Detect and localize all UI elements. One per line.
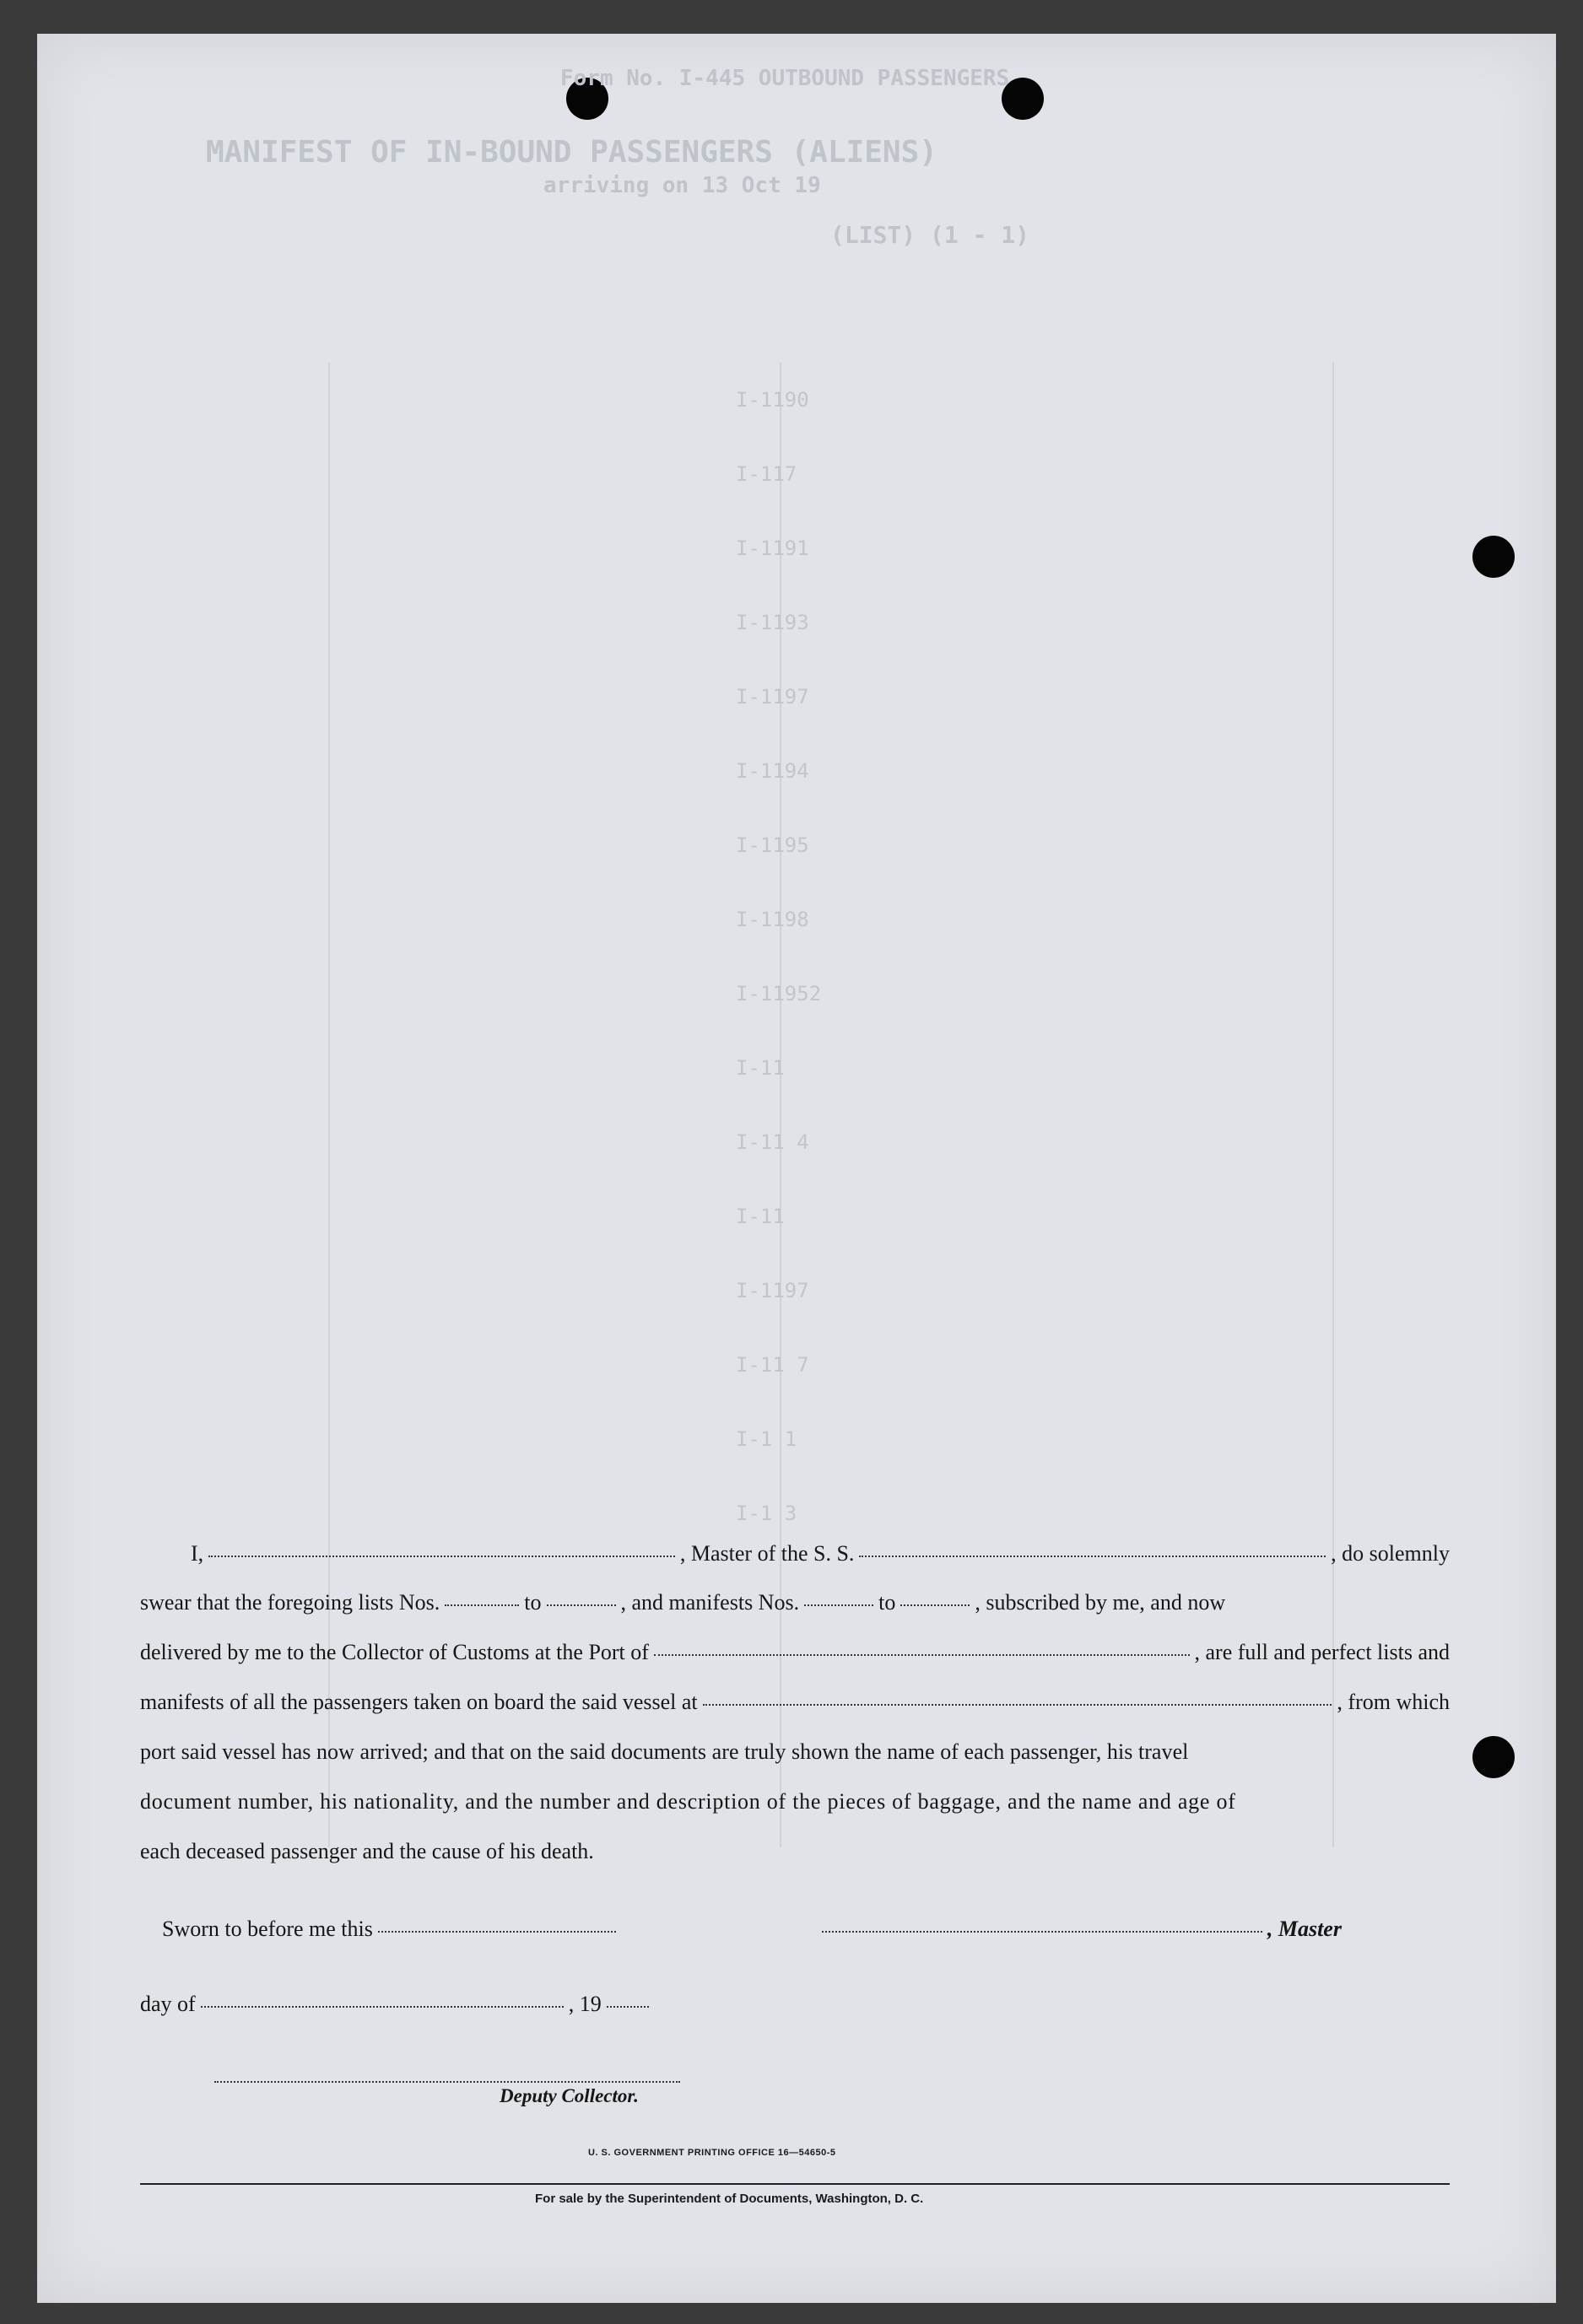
- to-label: to: [878, 1590, 896, 1615]
- day-of-line: [140, 1992, 1450, 2017]
- ghost-row-number: I-1197: [736, 1279, 809, 1302]
- to-label: to: [524, 1590, 542, 1615]
- ghost-header-line3: arriving on 13 Oct 19: [543, 173, 821, 198]
- port-field[interactable]: [654, 1647, 1190, 1656]
- ghost-row-number: I-1191: [736, 537, 809, 560]
- ghost-row-number: I-1194: [736, 759, 809, 783]
- ghost-column-rule: [328, 363, 330, 1847]
- ghost-column-rule: [1332, 363, 1334, 1847]
- ghost-row-number: I-11952: [736, 982, 822, 1006]
- sworn-day-field[interactable]: [378, 1924, 616, 1933]
- year-field[interactable]: [607, 1999, 649, 2008]
- master-of-label: , Master of the S. S.: [679, 1541, 855, 1566]
- full-lists-label: , are full and perfect lists and: [1194, 1640, 1450, 1664]
- vessel-field[interactable]: [859, 1549, 1326, 1557]
- declaration-line-5: [140, 1739, 1450, 1765]
- declaration-line-1: [140, 1541, 1450, 1566]
- manifests-to-field[interactable]: [900, 1598, 970, 1606]
- deputy-collector-label: Deputy Collector.: [500, 2085, 639, 2106]
- ghost-row-number: I-11 4: [736, 1130, 809, 1154]
- deputy-signature-field[interactable]: [214, 2081, 680, 2083]
- departure-port-field[interactable]: [703, 1697, 1332, 1706]
- solemnly-label: , do solemnly: [1331, 1541, 1450, 1566]
- ghost-header-line1: Form No. I-445 OUTBOUND PASSENGERS: [560, 66, 1010, 91]
- declaration-text: each deceased passenger and the cause of his death.: [140, 1839, 594, 1863]
- sworn-line: [140, 1917, 1450, 1942]
- manifests-label: , and manifests Nos.: [620, 1590, 800, 1615]
- declaration-line-7: [140, 1839, 1450, 1864]
- subscribed-label: , subscribed by me, and now: [975, 1590, 1226, 1615]
- day-of-label: day of: [140, 1992, 196, 2016]
- ghost-row-number: I-1193: [736, 611, 809, 634]
- manifests-from-field[interactable]: [804, 1598, 873, 1606]
- master-signature-field[interactable]: [822, 1924, 1262, 1933]
- sworn-label: Sworn to before me this: [162, 1917, 373, 1941]
- port-label: delivered by me to the Collector of Customs at the Port of: [140, 1640, 649, 1664]
- ghost-header-line2: MANIFEST OF IN-BOUND PASSENGERS (ALIENS): [206, 135, 937, 170]
- declaration-line-6: [140, 1789, 1450, 1814]
- ghost-row-number: I-117: [736, 462, 797, 486]
- ghost-row-number: I-1198: [736, 908, 809, 931]
- ghost-row-number: I-11: [736, 1205, 785, 1228]
- master-label: , Master: [1267, 1917, 1342, 1941]
- manifest-page: [37, 34, 1556, 2303]
- vessel-at-label: manifests of all the passengers taken on board the said vessel at: [140, 1690, 698, 1714]
- ghost-column-rule: [780, 363, 781, 1847]
- lists-label: swear that the foregoing lists Nos.: [140, 1590, 440, 1615]
- ghost-row-number: I-1 3: [736, 1502, 797, 1525]
- declaration-line-2: [140, 1590, 1450, 1615]
- ghost-row-number: I-1195: [736, 833, 809, 857]
- declaration-text: document number, his nationality, and the number and description of the pieces of baggage, and the name and age of: [140, 1789, 1236, 1814]
- year-label: , 19: [568, 1992, 602, 2016]
- punch-hole-right-lower: [1472, 1736, 1515, 1778]
- footer-rule: [140, 2183, 1450, 2185]
- ghost-row-number: I-11 7: [736, 1353, 809, 1377]
- from-which-label: , from which: [1337, 1690, 1450, 1714]
- declaration-text: port said vessel has now arrived; and that on the said documents are truly shown the name of each passenger, his travel: [140, 1739, 1189, 1764]
- lists-to-field[interactable]: [547, 1598, 616, 1606]
- punch-hole-right-upper: [1472, 536, 1515, 578]
- for-sale-notice: For sale by the Superintendent of Documents, Washington, D. C.: [535, 2192, 924, 2206]
- lists-from-field[interactable]: [445, 1598, 519, 1606]
- ghost-row-number: I-1197: [736, 685, 809, 709]
- ghost-row-number: I-11: [736, 1056, 785, 1080]
- ghost-header-line4: (LIST) (1 - 1): [830, 221, 1030, 249]
- declaration-line-3: [140, 1640, 1450, 1665]
- declaration-i: I,: [191, 1541, 204, 1566]
- month-field[interactable]: [201, 1999, 564, 2008]
- ghost-row-number: I-1190: [736, 388, 809, 412]
- declaration-line-4: [140, 1690, 1450, 1715]
- ghost-row-number: I-1 1: [736, 1427, 797, 1451]
- printing-office-imprint: U. S. GOVERNMENT PRINTING OFFICE 16—54650-5: [588, 2148, 836, 2158]
- name-field[interactable]: [208, 1549, 675, 1557]
